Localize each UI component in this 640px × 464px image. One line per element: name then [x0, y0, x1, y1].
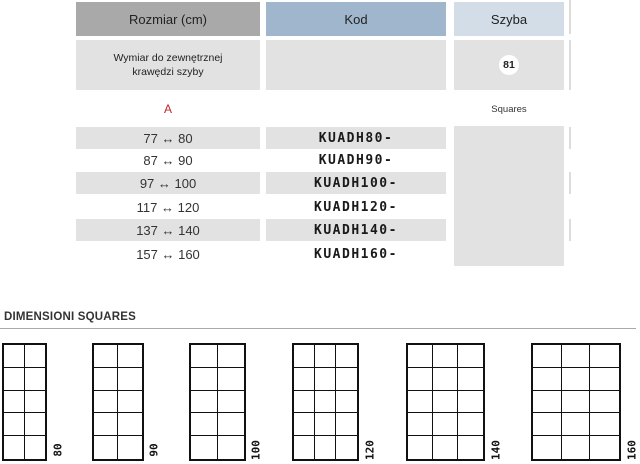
glass-pane	[336, 345, 357, 368]
glass-pane	[458, 413, 483, 436]
glass-pane	[4, 345, 25, 368]
glass-pane	[25, 413, 46, 436]
code-cell: KUADH120-	[314, 199, 398, 215]
glass-pane	[336, 413, 357, 436]
glass-pane	[433, 391, 458, 414]
size-cell: 87 ↔ 90	[143, 152, 193, 168]
glass-pane	[458, 391, 483, 414]
panel-label: 160	[625, 440, 639, 460]
glass-pane	[118, 436, 142, 459]
glass-pane	[458, 345, 483, 368]
glass-pane	[25, 391, 46, 414]
glass-pane	[94, 345, 118, 368]
glass-pane	[408, 413, 433, 436]
glass-pane	[218, 436, 245, 459]
code-cell: KUADH160-	[314, 246, 398, 262]
glass-pane	[590, 436, 619, 459]
glass-pane	[94, 436, 118, 459]
glass-pane	[315, 413, 336, 436]
glass-pane	[315, 345, 336, 368]
glass-pane	[94, 391, 118, 414]
section-title: DIMENSIONI SQUARES	[4, 311, 137, 323]
dimension-letter: A	[163, 102, 172, 116]
glass-pane	[336, 436, 357, 459]
glass-pane	[94, 368, 118, 391]
glass-pane	[218, 413, 245, 436]
glass-pane	[408, 345, 433, 368]
glass-pane	[25, 368, 46, 391]
glass-pane	[533, 436, 562, 459]
table-edge	[569, 219, 571, 241]
header-code	[266, 2, 446, 36]
glass-pane	[94, 413, 118, 436]
glass-badge: 81	[499, 55, 519, 75]
glass-pane	[336, 368, 357, 391]
table-edge	[569, 127, 571, 149]
glass-pane	[4, 413, 25, 436]
glass-pane	[25, 436, 46, 459]
glass-pane	[315, 436, 336, 459]
glass-pane	[218, 391, 245, 414]
description-cell	[76, 40, 260, 90]
size-cell: 137 ↔ 140	[76, 219, 260, 241]
description-code-cell	[266, 40, 446, 90]
glass-pane	[294, 368, 315, 391]
header-size	[76, 2, 260, 36]
glass-pane	[118, 413, 142, 436]
glass-pane	[533, 391, 562, 414]
glass-pane	[294, 391, 315, 414]
glass-pane	[4, 368, 25, 391]
panel-label: 140	[489, 440, 503, 460]
glass-badge-cell	[454, 40, 564, 90]
panel-label: 120	[363, 440, 377, 460]
glass-pane	[408, 391, 433, 414]
header-code-label: Kod	[344, 11, 368, 27]
glass-pane	[562, 413, 591, 436]
glass-pane	[25, 345, 46, 368]
glass-pane	[408, 368, 433, 391]
panel-140	[406, 343, 485, 461]
glass-pane	[562, 345, 591, 368]
glass-pane	[191, 345, 218, 368]
glass-pane	[315, 391, 336, 414]
panel-label: 100	[249, 440, 263, 460]
glass-name: Squares	[491, 103, 527, 115]
glass-pane	[408, 436, 433, 459]
header-size-label: Rozmiar (cm)	[129, 11, 207, 27]
code-cell: KUADH100-	[266, 172, 446, 194]
glass-pane	[562, 436, 591, 459]
panel-label: 80	[51, 443, 65, 457]
glass-pane	[458, 436, 483, 459]
description-text: Wymiar do zewnętrznej krawędzi szyby	[113, 52, 223, 78]
code-cell: KUADH80-	[266, 127, 446, 149]
glass-pane	[562, 391, 591, 414]
table-edge	[569, 0, 571, 34]
glass-pane	[533, 413, 562, 436]
panel-label: 90	[147, 443, 161, 457]
glass-pane	[218, 368, 245, 391]
glass-pane	[191, 413, 218, 436]
size-cell: 97 ↔ 100	[76, 172, 260, 194]
glass-pane	[590, 345, 619, 368]
glass-column	[454, 126, 564, 266]
glass-pane	[118, 368, 142, 391]
glass-pane	[191, 391, 218, 414]
panel-90	[92, 343, 144, 461]
panel-160	[531, 343, 621, 461]
table-edge	[569, 40, 571, 90]
glass-pane	[590, 391, 619, 414]
panel-120	[292, 343, 359, 461]
glass-pane	[433, 368, 458, 391]
header-glass	[454, 2, 564, 36]
glass-pane	[118, 391, 142, 414]
glass-pane	[218, 345, 245, 368]
glass-pane	[336, 391, 357, 414]
glass-pane	[433, 436, 458, 459]
glass-pane	[562, 368, 591, 391]
glass-pane	[533, 368, 562, 391]
panel-100	[189, 343, 246, 461]
glass-pane	[433, 345, 458, 368]
glass-pane	[4, 436, 25, 459]
glass-pane	[191, 368, 218, 391]
glass-pane	[590, 368, 619, 391]
code-cell: KUADH90-	[318, 152, 394, 168]
table-edge	[569, 172, 571, 194]
glass-pane	[294, 413, 315, 436]
glass-pane	[118, 345, 142, 368]
code-cell: KUADH140-	[266, 219, 446, 241]
size-cell: 157 ↔ 160	[136, 246, 200, 262]
size-cell: 117 ↔ 120	[136, 199, 200, 215]
glass-pane	[4, 391, 25, 414]
glass-pane	[458, 368, 483, 391]
glass-pane	[191, 436, 218, 459]
panel-80	[2, 343, 47, 461]
size-cell: 77 ↔ 80	[76, 127, 260, 149]
header-glass-label: Szyba	[490, 11, 528, 27]
glass-pane	[590, 413, 619, 436]
glass-pane	[433, 413, 458, 436]
glass-pane	[294, 345, 315, 368]
glass-pane	[533, 345, 562, 368]
section-divider	[0, 328, 636, 329]
glass-pane	[294, 436, 315, 459]
glass-pane	[315, 368, 336, 391]
